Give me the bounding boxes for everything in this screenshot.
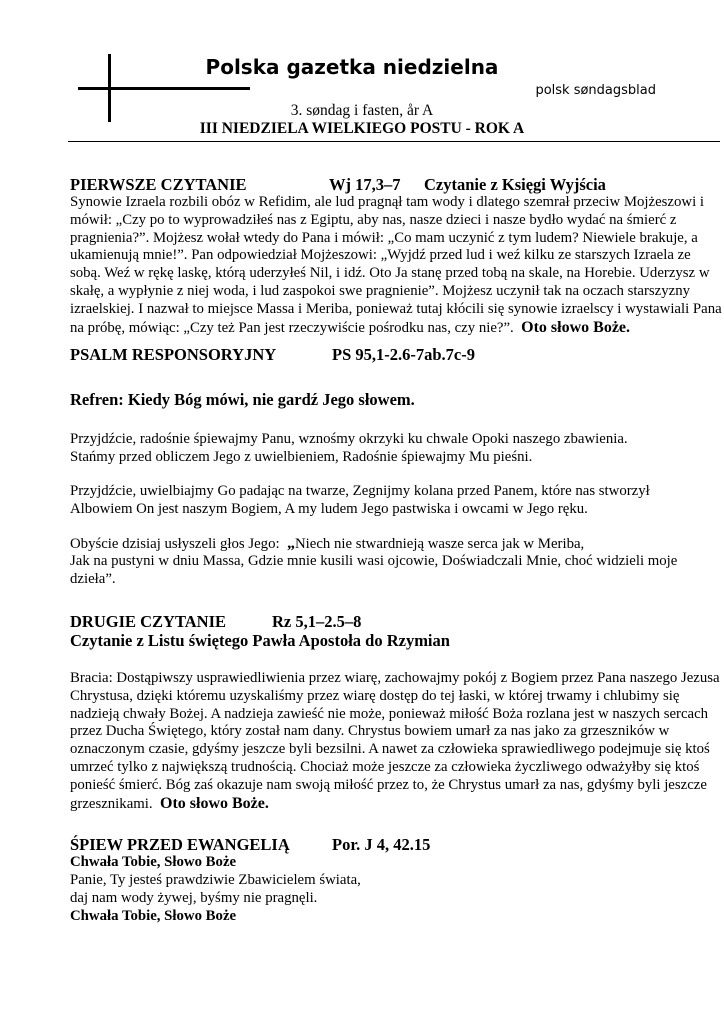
gospel-verse-line-1: Panie, Ty jesteś prawdziwie Zbawicielem świata,: [70, 872, 361, 889]
first-reading-title: PIERWSZE CZYTANIE: [70, 175, 247, 194]
psalm-stanza-2-line-1: Przyjdźcie, uwielbiajmy Go padając na twarze, Zegnijmy kolana przed Panem, które nas stworzył: [70, 482, 650, 499]
content: [70, 175, 724, 926]
psalm-stanza-3-line-2: Jak na pustyni w dniu Massa, Gdzie mnie kusili wasi ojcowie, Doświadczali Mnie, choć widzieli moje dzieła”.: [70, 553, 678, 588]
psalm-stanza-3-quote-mark: „: [287, 534, 295, 552]
second-reading-heading: [70, 612, 724, 631]
first-reading-closing: Oto słowo Boże.: [521, 318, 631, 336]
page-title: Polska gazetka niedzielna: [205, 55, 499, 79]
sunday-title: III NIEDZIELA WIELKIEGO POSTU - ROK A: [199, 120, 525, 137]
psalm-stanza-3-intro: Obyście dzisiaj usłyszeli głos Jego:: [70, 535, 280, 552]
second-reading-title: DRUGIE CZYTANIE: [70, 611, 227, 631]
first-reading-source: Czytanie z Księgi Wyjścia: [424, 175, 606, 194]
second-reading-closing: Oto słowo Boże.: [160, 794, 269, 812]
second-reading-text: [70, 670, 724, 813]
second-reading-reference: Rz 5,1–2.5–8: [272, 611, 362, 631]
gospel-verse-line-2: daj nam wody żywej, byśmy nie pragnęli.: [70, 889, 318, 906]
gospel-acclamation-heading: [70, 835, 724, 854]
first-reading-body: Synowie Izraela rozbili obóz w Refidim, ale lud pragnął tam wody i dlatego szemrał przeciw Mojżeszowi i mówił: „Czy po to wyprowadziłeś nas z Egiptu, aby nas, nasze dzieci i nasze bydło wydać na śmierć z pragnienia?”. Mojżesz wołał wtedy do Pana i mówił: „Co mam uczynić z tym ludem? Niewiele brakuje, a ukamienują mnie!”. Pan odpowiedział Mojżeszowi: „Wyjdź przed lud i weź kilku ze starszych Izraela ze sobą. Weź w rękę laskę, którą uderzyłeś Nil, i idź. Oto Ja stanę przed tobą na skale, na Horebie. Uderzysz w skałę, a wypłynie z niej woda, i lud zaspokoi swe pragnienie”. Mojżesz uczynił tak na oczach starszyzny izraelskiej. I nazwał to miejsce Massa i Meriba, ponieważ tutaj kłócili się synowie izraelscy i wystawiali Pana na próbę, mówiąc: „Czy też Pan jest rzeczywiście pośrodku nas, czy nie?”.: [70, 194, 722, 336]
gospel-acclamation-title: ŚPIEW PRZED EWANGELIĄ: [70, 835, 290, 855]
gospel-acclamation-reference: Por. J 4, 42.15: [332, 835, 431, 855]
first-reading-reference: Wj 17,3–7: [329, 175, 401, 194]
second-reading-section: [70, 612, 724, 813]
psalm-reference: PS 95,1-2.6-7ab.7c-9: [332, 345, 475, 365]
psalm-stanza-2: [70, 483, 724, 519]
psalm-stanza-3-line-1-rest: Niech nie stwardnieją wasze serca jak w Meriba,: [295, 535, 585, 552]
psalm-stanza-3-line-1: [70, 535, 724, 554]
second-reading-source: Czytanie z Listu świętego Pawła Apostoła do Rzymian: [70, 630, 450, 650]
danish-subtitle: polsk søndagsblad: [535, 83, 656, 98]
gospel-acclamation-section: [70, 835, 724, 925]
date-line: 3. søndag i fasten, år A: [290, 102, 434, 119]
gospel-acclamation-bottom: Chwała Tobie, Słowo Boże: [70, 907, 237, 924]
psalm-section: [70, 345, 724, 589]
header-divider: [68, 141, 720, 142]
psalm-refrain: Refren: Kiedy Bóg mówi, nie gardź Jego słowem.: [70, 390, 415, 410]
cross-logo-horizontal: [78, 87, 250, 90]
gospel-acclamation-top: Chwała Tobie, Słowo Boże: [70, 854, 237, 871]
first-reading-text: [70, 194, 724, 337]
psalm-title: PSALM RESPONSORYJNY: [70, 345, 277, 365]
psalm-stanza-1: [70, 431, 724, 467]
psalm-stanza-2-line-2: Albowiem On jest naszym Bogiem, A my ludem Jego pastwiska i owcami w Jego ręku.: [70, 500, 588, 517]
psalm-stanza-3: [70, 535, 724, 589]
psalm-stanza-1-line-1: Przyjdźcie, radośnie śpiewajmy Panu, wznośmy okrzyki ku chwale Opoki naszego zbawienia.: [70, 431, 628, 448]
second-reading-body: Bracia: Dostąpiwszy usprawiedliwienia przez wiarę, zachowajmy pokój z Bogiem przez Pana naszego Jezusa Chrystusa, dzięki któremu uzyskaliśmy przez wiarę dostęp do tej łaski, w której trwamy i chlubimy się nadzieją chwały Bożej. A nadzieja zawieść nie może, ponieważ miłość Boża rozlana jest w naszych sercach przez Ducha Świętego, który został nam dany. Chrystus bowiem umarł za nas jako za grzeszników w oznaczonym czasie, gdyśmy jeszcze byli bezsilni. A nawet za człowieka sprawiedliwego podejmuje się ktoś umrzeć tylko z największą trudnością. Chociaż może jeszcze za człowieka życzliwego odważyłby się ktoś ponieść śmierć. Bóg zaś okazuje nam swoją miłość przez to, że Chrystus umarł za nas, gdyśmy byli jeszcze grzesznikami.: [70, 669, 720, 812]
first-reading-section: [70, 175, 724, 337]
psalm-stanza-1-line-2: Stańmy przed obliczem Jego z uwielbieniem, Radośnie śpiewajmy Mu pieśni.: [70, 449, 533, 466]
psalm-heading: [70, 345, 724, 364]
first-reading-heading: [70, 175, 724, 194]
